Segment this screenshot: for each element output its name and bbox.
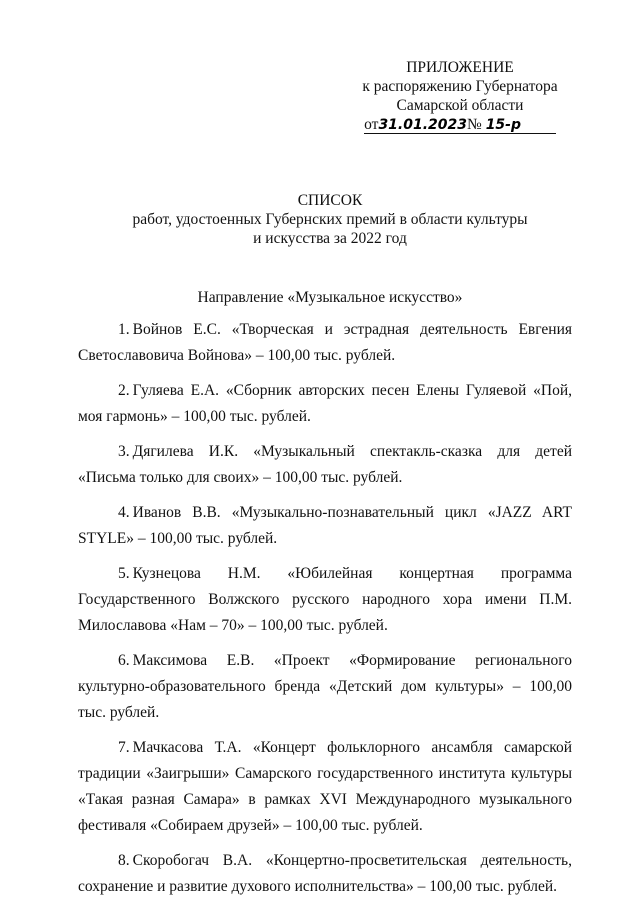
list-item	[78, 561, 572, 639]
list-item	[78, 848, 572, 900]
document-title: СПИСОК	[297, 192, 363, 209]
order-underline	[364, 117, 556, 134]
document-subtitle-line-1: работ, удостоенных Губернских премий в области культуры	[132, 211, 528, 228]
handwritten-date: 31.01.2023	[378, 117, 468, 133]
list-item	[78, 500, 572, 552]
appendix-line-1: к распоряжению Губернатора	[362, 78, 558, 95]
item-number: 4.	[118, 504, 130, 521]
appendix-line-2: Самарской области	[396, 97, 524, 114]
item-number: 1.	[118, 321, 130, 338]
appendix-block	[350, 58, 570, 134]
document-heading	[80, 191, 580, 248]
date-prefix: от	[364, 116, 379, 133]
item-text: Войнов Е.С. «Творческая и эстрадная деятельность Евгения Светославовича Войнова» – 100,00 тыс. рублей.	[78, 321, 572, 364]
item-text: Дягилева И.К. «Музыкальный спектакль-сказка для детей «Письма только для своих» – 100,00 тыс. рублей.	[78, 443, 572, 486]
item-text: Скоробогач В.А. «Концертно-просветительская деятельность, сохранение и развитие духового исполнительства» – 100,00 тыс. рублей.	[78, 852, 572, 895]
item-number: 8.	[118, 852, 130, 869]
item-number: 6.	[118, 652, 130, 669]
item-text: Гуляева Е.А. «Сборник авторских песен Елены Гуляевой «Пой, моя гармонь» – 100,00 тыс. рублей.	[78, 382, 572, 425]
item-number: 2.	[118, 382, 130, 399]
awards-list	[78, 317, 572, 909]
appendix-title: ПРИЛОЖЕНИЕ	[406, 59, 514, 76]
list-item	[78, 735, 572, 839]
order-date-number	[350, 115, 570, 134]
item-text: Мачкасова Т.А. «Концерт фольклорного ансамбля самарской традиции «Заигрыши» Самарского государственного института культуры «Такая разная Самара» в рамках XVI Международного музыкального фестиваля «Собираем друзей» – 100,00 тыс. рублей.	[78, 739, 572, 834]
document-subtitle-line-2: и искусства за 2022 год	[253, 230, 407, 247]
number-prefix: №	[467, 116, 482, 133]
list-item	[78, 317, 572, 369]
item-text: Иванов В.В. «Музыкально-познавательный цикл «JAZZ ART STYLE» – 100,00 тыс. рублей.	[78, 504, 572, 547]
item-number: 3.	[118, 443, 130, 460]
item-text: Кузнецова Н.М. «Юбилейная концертная программа Государственного Волжского русского народного хора имени П.М. Милославова «Нам – 70» – 100,00 тыс. рублей.	[78, 565, 572, 634]
handwritten-number: 15-р	[485, 117, 522, 133]
item-number: 5.	[118, 565, 130, 582]
list-item	[78, 378, 572, 430]
item-number: 7.	[118, 739, 130, 756]
list-item	[78, 648, 572, 726]
item-text: Максимова Е.В. «Проект «Формирование регионального культурно-образовательного бренда «Детский дом культуры» – 100,00 тыс. рублей.	[78, 652, 572, 721]
list-item	[78, 439, 572, 491]
section-title: Направление «Музыкальное искусство»	[197, 289, 463, 306]
